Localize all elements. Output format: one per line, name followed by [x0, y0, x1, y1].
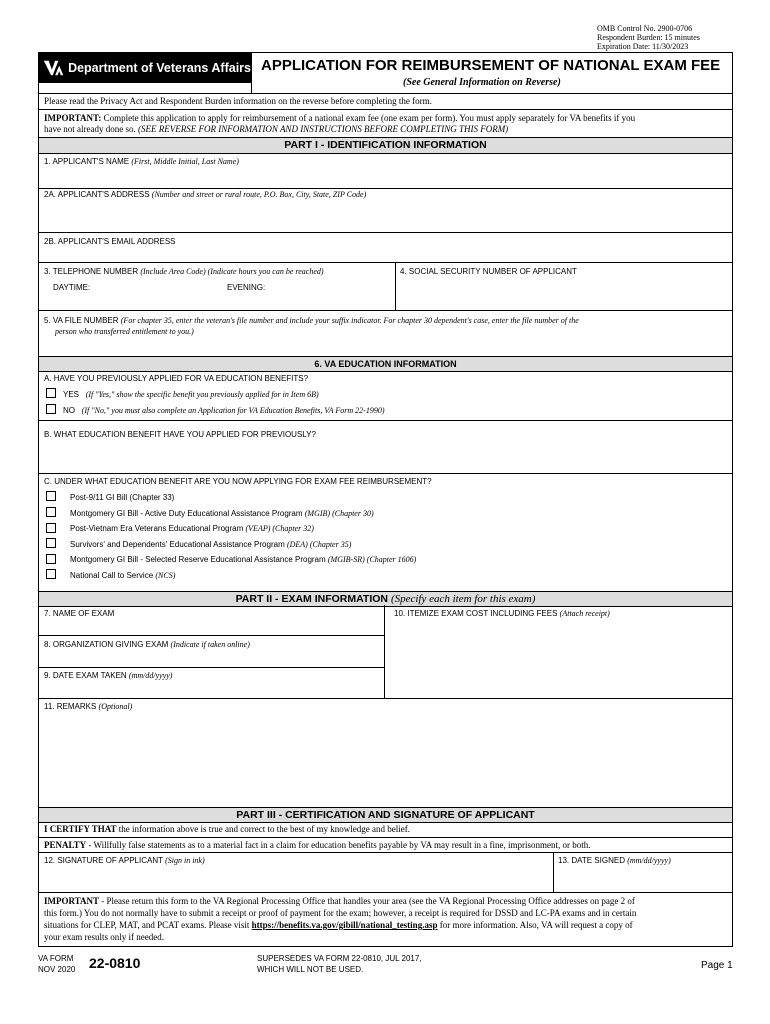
footer-form-number: 22-0810	[89, 955, 141, 971]
applicant-address-field[interactable]	[39, 189, 732, 232]
date-signed-label: 13. DATE SIGNED (mm/dd/yyyy)	[558, 856, 671, 865]
applicant-address-label: 2A. APPLICANT'S ADDRESS (Number and street or rural route, P.O. Box, City, State, ZIP Code)	[44, 190, 367, 199]
no-checkbox[interactable]	[46, 404, 56, 414]
exam-date-field[interactable]	[39, 681, 383, 697]
footer-supersedes-line1: SUPERSEDES VA FORM 22-0810, JUL 2017,	[257, 954, 422, 963]
footer-page-number: Page 1	[701, 960, 733, 971]
benefit-option-mgib-sr: Montgomery GI Bill - Selected Reserve Educational Assistance Program (MGIB-SR) (Chapter 1606)	[70, 555, 417, 564]
yes-option-label: YES (If "Yes," show the specific benefit you previously applied for in Item 6B)	[63, 390, 319, 399]
va-seal-icon	[43, 57, 64, 79]
part2-heading: PART II - EXAM INFORMATION (Specify each item for this exam)	[39, 591, 732, 607]
form-subtitle: (See General Information on Reverse)	[403, 77, 561, 88]
exam-date-label: 9. DATE EXAM TAKEN (mm/dd/yyyy)	[44, 671, 173, 680]
important-return-line4: your exam results only if needed.	[44, 932, 164, 942]
va-file-number-label: 5. VA FILE NUMBER (For chapter 35, enter the veteran's file number and include your suffix indicator. For chapter 30 dependent's case, enter the file number of the	[44, 316, 579, 325]
benefit-option-veap: Post-Vietnam Era Veterans Educational Program (VEAP) (Chapter 32)	[70, 524, 314, 533]
privacy-notice: Please read the Privacy Act and Respondent Burden information on the reverse before completing the form.	[44, 96, 432, 106]
signature-field[interactable]	[39, 867, 552, 891]
certification-statement: I CERTIFY THAT the information above is true and correct to the best of my knowledge and belief.	[44, 824, 410, 834]
email-label: 2B. APPLICANT'S EMAIL ADDRESS	[44, 237, 176, 246]
previous-benefit-label: B. WHAT EDUCATION BENEFIT HAVE YOU APPLIED FOR PREVIOUSLY?	[44, 430, 316, 439]
va-file-number-hint: person who transferred entitlement to you.)	[55, 327, 194, 336]
benefit-checkbox-ncs[interactable]	[46, 569, 56, 579]
application-form	[38, 52, 733, 947]
exam-cost-field[interactable]	[385, 619, 732, 698]
signature-label: 12. SIGNATURE OF APPLICANT (Sign in ink)	[44, 856, 205, 865]
applicant-name-field[interactable]	[39, 154, 732, 188]
benefit-checkbox-mgib-sr[interactable]	[46, 554, 56, 564]
ssn-field[interactable]	[396, 278, 732, 310]
important-return-line3: situations for CLEP, MAT, and PCAT exams. Please visit https://benefits.va.gov/gibill/national_testing.asp for more information. Also, VA will request a copy of	[44, 920, 633, 930]
applicant-name-label: 1. APPLICANT'S NAME (First, Middle Initial, Last Name)	[44, 157, 239, 166]
remarks-field[interactable]	[39, 713, 732, 806]
remarks-label: 11. REMARKS (Optional)	[44, 702, 133, 711]
daytime-label: DAYTIME:	[53, 283, 91, 292]
date-signed-field[interactable]	[554, 867, 732, 891]
form-header	[39, 53, 732, 94]
important-return-line2: this form.) You do not normally have to submit a receipt or proof of payment for the exam; however, a receipt is required for DSSD and LC-PA exams and in certain	[44, 908, 637, 918]
national-testing-link[interactable]: https://benefits.va.gov/gibill/national_testing.asp	[251, 920, 438, 930]
important-notice-line1: IMPORTANT: Complete this application to apply for reimbursement of a national exam fee (one exam per form). You must apply separately for VA benefits if you	[44, 113, 636, 123]
respondent-burden: Respondent Burden: 15 minutes	[597, 33, 700, 42]
form-title: APPLICATION FOR REIMBURSEMENT OF NATIONAL EXAM FEE	[261, 57, 721, 74]
evening-label: EVENING:	[227, 283, 266, 292]
benefit-option-mgib: Montgomery GI Bill - Active Duty Educational Assistance Program (MGIB) (Chapter 30)	[70, 509, 374, 518]
va-logo	[39, 53, 251, 83]
organization-field[interactable]	[39, 650, 383, 666]
telephone-label: 3. TELEPHONE NUMBER (Include Area Code) (Indicate hours you can be reached)	[44, 267, 324, 276]
benefit-checkbox-dea[interactable]	[46, 538, 56, 548]
benefit-checkbox-veap[interactable]	[46, 523, 56, 533]
benefit-option-dea: Survivors' and Dependents' Educational Assistance Program (DEA) (Chapter 35)	[70, 540, 352, 549]
previously-applied-label: A. HAVE YOU PREVIOUSLY APPLIED FOR VA EDUCATION BENEFITS?	[44, 374, 309, 383]
important-notice-line2: have not already done so. (SEE REVERSE FOR INFORMATION AND INSTRUCTIONS BEFORE COMPLETING THIS FORM)	[44, 124, 509, 134]
important-return-line1: IMPORTANT - Please return this form to the VA Regional Processing Office that handles your area (see the VA Regional Processing Office addresses on page 2 of	[44, 896, 635, 906]
part3-heading: PART III - CERTIFICATION AND SIGNATURE OF APPLICANT	[39, 807, 732, 823]
ssn-label: 4. SOCIAL SECURITY NUMBER OF APPLICANT	[400, 267, 577, 276]
yes-checkbox[interactable]	[46, 388, 56, 398]
part1-heading: PART I - IDENTIFICATION INFORMATION	[39, 137, 732, 154]
benefit-checkbox-mgib[interactable]	[46, 507, 56, 517]
organization-label: 8. ORGANIZATION GIVING EXAM (Indicate if taken online)	[44, 640, 250, 649]
no-option-label: NO (If "No," you must also complete an Application for VA Education Benefits, VA Form 22-1990)	[63, 406, 385, 415]
email-field[interactable]	[39, 233, 732, 262]
exam-cost-label: 10. ITEMIZE EXAM COST INCLUDING FEES (Attach receipt)	[394, 609, 610, 618]
benefit-checkbox-ch33[interactable]	[46, 491, 56, 501]
expiration-date: Expiration Date: 11/30/2023	[597, 42, 689, 51]
exam-name-label: 7. NAME OF EXAM	[44, 609, 115, 618]
benefit-option-ch33: Post-9/11 GI Bill (Chapter 33)	[70, 493, 175, 502]
current-benefit-label: C. UNDER WHAT EDUCATION BENEFIT ARE YOU NOW APPLYING FOR EXAM FEE REIMBURSEMENT?	[44, 477, 432, 486]
daytime-phone-field[interactable]	[99, 281, 219, 295]
footer-va-form: VA FORM	[38, 954, 74, 963]
omb-control-number: OMB Control No. 2900-0706	[597, 24, 693, 33]
va-education-heading: 6. VA EDUCATION INFORMATION	[39, 356, 732, 372]
omb-info	[597, 24, 700, 51]
benefit-option-ncs: National Call to Service (NCS)	[70, 571, 176, 580]
agency-name: Department of Veterans Affairs	[68, 61, 251, 75]
footer-form-date: NOV 2020	[38, 965, 76, 974]
previous-benefit-field[interactable]	[39, 441, 732, 472]
evening-phone-field[interactable]	[273, 281, 393, 295]
exam-name-field[interactable]	[39, 619, 383, 634]
penalty-statement: PENALTY - Willfully false statements as to a material fact in a claim for education benefits payable by VA may result in a fine, imprisonment, or both.	[44, 840, 591, 850]
footer-supersedes-line2: WHICH WILL NOT BE USED.	[257, 965, 364, 974]
va-file-number-field[interactable]	[39, 338, 732, 354]
